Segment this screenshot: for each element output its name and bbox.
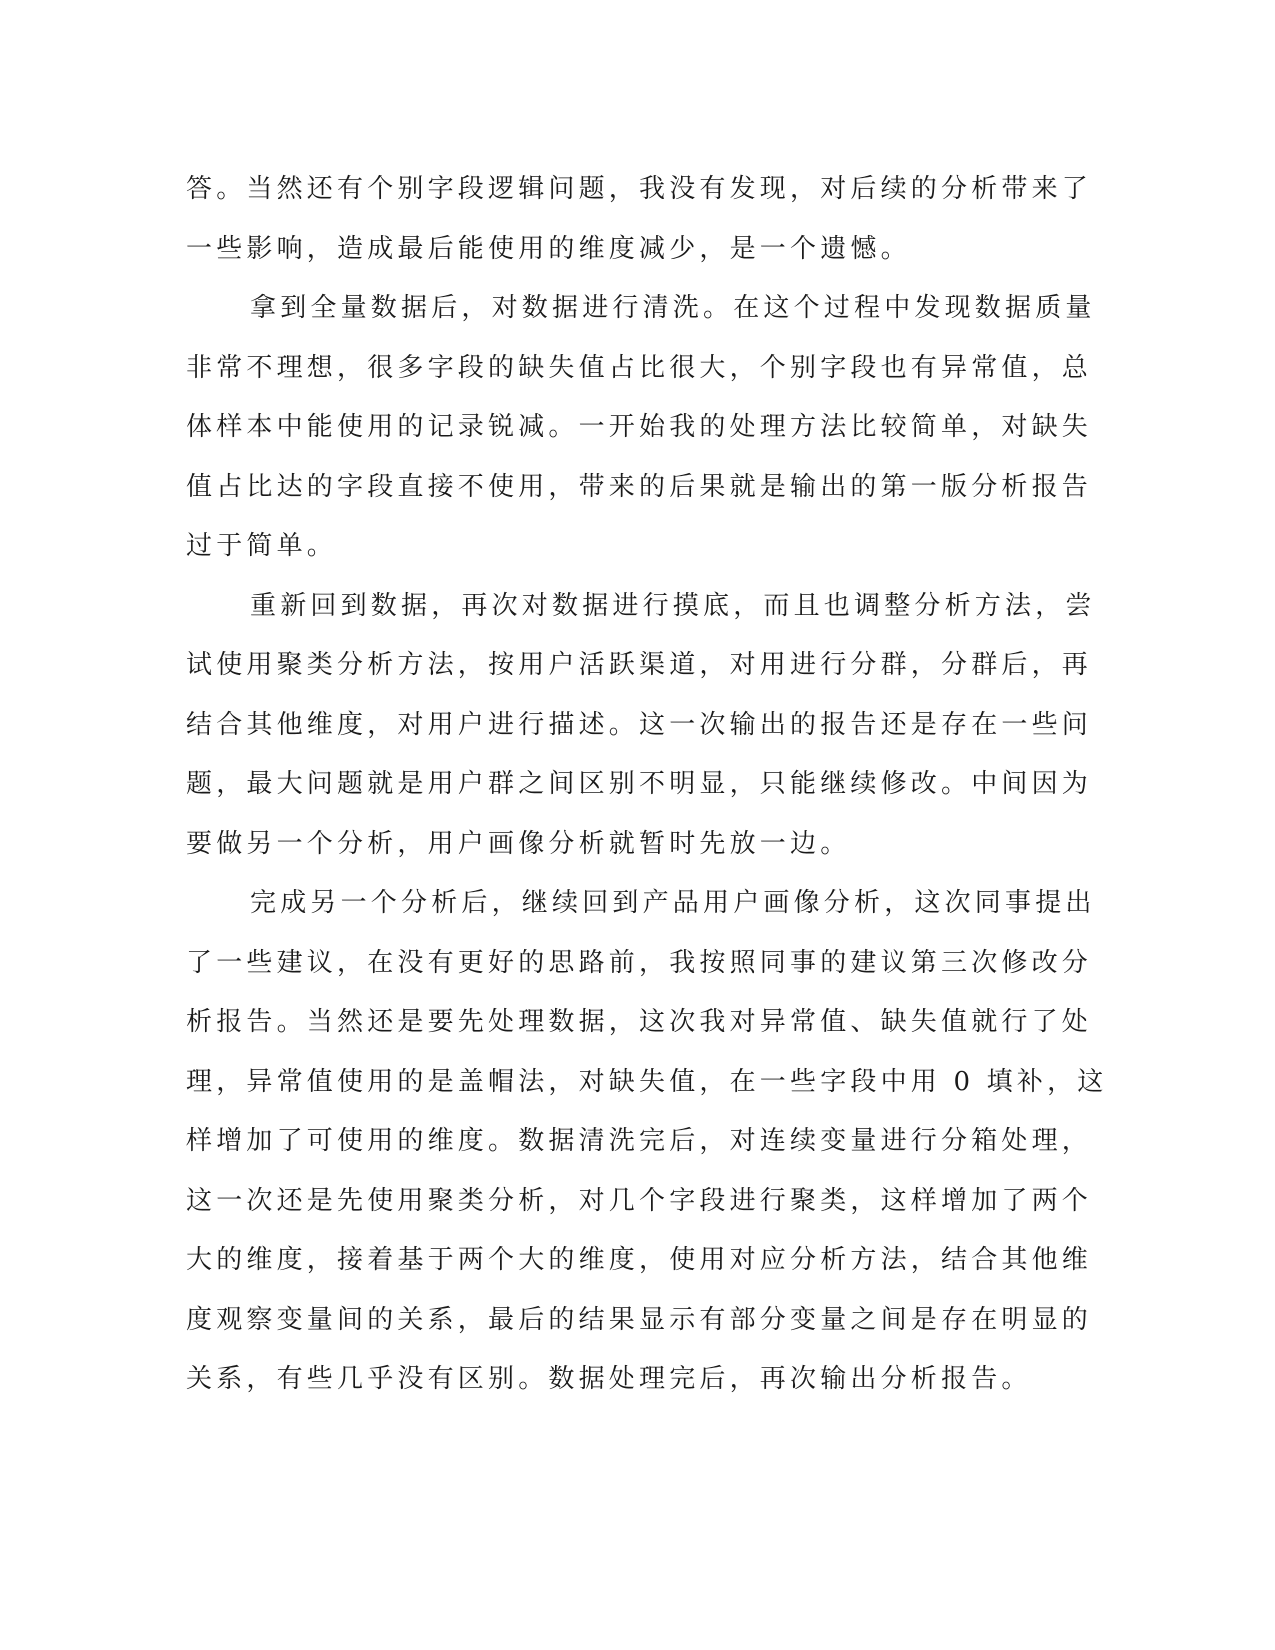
text-line: 值占比达的字段直接不使用，带来的后果就是输出的第一版分析报告 <box>186 471 1093 502</box>
text-line: 了一些建议，在没有更好的思路前，我按照同事的建议第三次修改分 <box>186 947 1093 978</box>
text-line: 非常不理想，很多字段的缺失值占比很大，个别字段也有异常值，总 <box>186 352 1093 383</box>
paragraph-3 <box>186 577 1096 875</box>
text-line: 一些影响，造成最后能使用的维度减少，是一个遗憾。 <box>186 233 911 264</box>
paragraph-2 <box>186 279 1096 577</box>
text-line: 试使用聚类分析方法，按用户活跃渠道，对用进行分群，分群后，再 <box>186 650 1093 680</box>
text-line: 题，最大问题就是用户群之间区别不明显，只能继续修改。中间因为 <box>186 769 1093 799</box>
text-line: 大的维度，接着基于两个大的维度，使用对应分析方法，结合其他维 <box>186 1245 1093 1275</box>
body-text <box>186 160 1108 1410</box>
text-line: 过于简单。 <box>186 531 338 561</box>
text-line: 答。当然还有个别字段逻辑问题，我没有发现，对后续的分析带来了 <box>186 174 1093 204</box>
text-line: 要做另一个分析，用户画像分析就暂时先放一边。 <box>186 828 851 859</box>
text-line: 这一次还是先使用聚类分析，对几个字段进行聚类，这样增加了两个 <box>186 1185 1093 1216</box>
paragraph-1 <box>186 160 1093 279</box>
text-line: 关系，有些几乎没有区别。数据处理完后，再次输出分析报告。 <box>186 1364 1032 1394</box>
text-line: 拿到全量数据后，对数据进行清洗。在这个过程中发现数据质量 <box>250 293 1096 323</box>
text-line: 重新回到数据，再次对数据进行摸底，而且也调整分析方法，尝 <box>250 590 1096 621</box>
text-line: 理，异常值使用的是盖帽法，对缺失值，在一些字段中用 0 填补，这 <box>186 1066 1108 1097</box>
text-line: 结合其他维度，对用户进行描述。这一次输出的报告还是存在一些问 <box>186 709 1093 740</box>
text-line: 体样本中能使用的记录锐减。一开始我的处理方法比较简单，对缺失 <box>186 412 1093 442</box>
text-line: 完成另一个分析后，继续回到产品用户画像分析，这次同事提出 <box>250 888 1096 918</box>
text-line: 析报告。当然还是要先处理数据，这次我对异常值、缺失值就行了处 <box>186 1007 1093 1037</box>
text-line: 度观察变量间的关系，最后的结果显示有部分变量之间是存在明显的 <box>186 1304 1093 1335</box>
paragraph-4 <box>186 874 1108 1410</box>
text-line: 样增加了可使用的维度。数据清洗完后，对连续变量进行分箱处理， <box>186 1126 1093 1156</box>
